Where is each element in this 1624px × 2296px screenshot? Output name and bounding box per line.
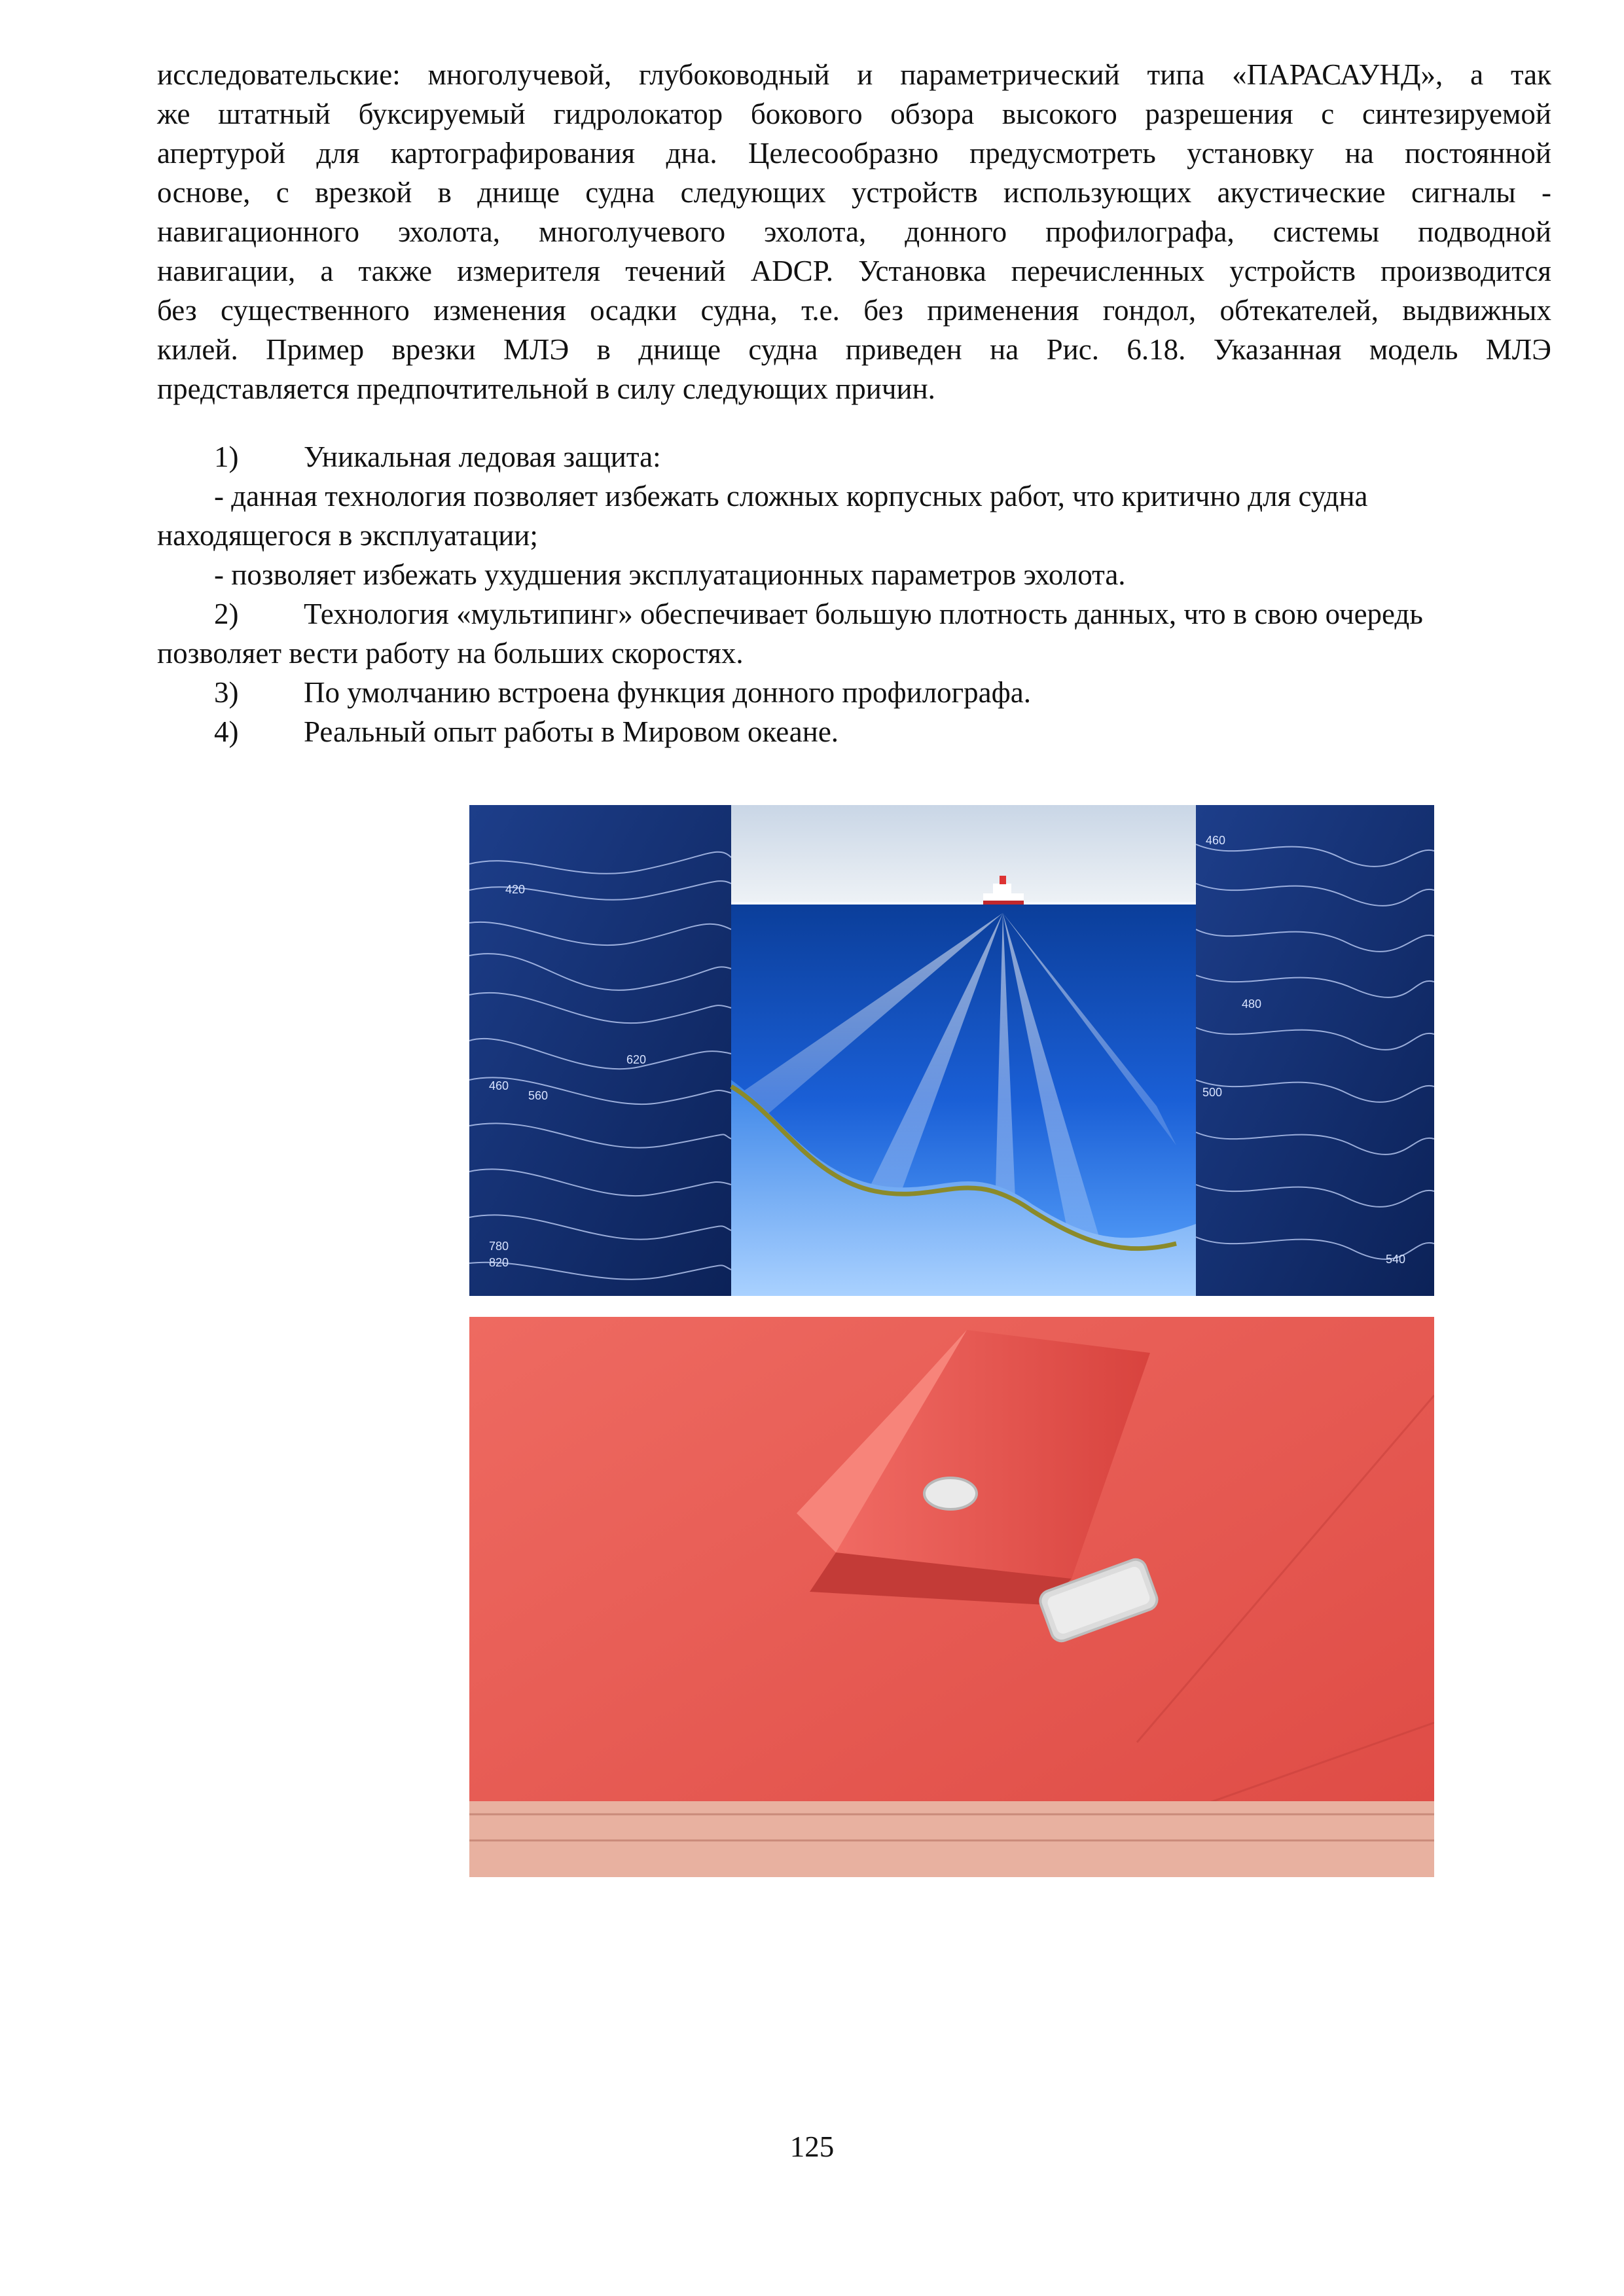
- hull-transducer-illustration: [469, 1317, 1434, 1877]
- intro-line: навигационного эхолота, многолучевого эхолота, донного профилографа, системы подводной: [157, 215, 1551, 248]
- list-subitem: - данная технология позволяет избежать сложных корпусных работ, что критично для судна: [214, 480, 1368, 512]
- contour-label: 620: [626, 1053, 647, 1066]
- intro-line: же штатный буксируемый гидролокатор бокового обзора высокого разрешения с синтезируемой: [157, 98, 1551, 130]
- intro-paragraph: [157, 55, 1551, 408]
- transducer-window-round: [924, 1478, 977, 1509]
- contour-label: 820: [489, 1256, 509, 1269]
- contour-label: 780: [489, 1240, 509, 1253]
- hull-transducer-photo: [469, 1317, 1434, 1877]
- intro-line: апертурой для картографирования дна. Целесообразно предусмотреть установку на постоянной: [157, 137, 1551, 170]
- list-item: [157, 437, 1551, 476]
- list-subitem: - позволяет избежать ухудшения эксплуатационных параметров эхолота.: [214, 558, 1126, 591]
- multibeam-sonar-illustration: [469, 805, 1434, 1296]
- list-subitem-continuation: находящегося в эксплуатации;: [157, 519, 538, 552]
- multibeam-sonar-figure: [469, 805, 1434, 1296]
- contour-label: 420: [505, 883, 526, 896]
- contour-label: 460: [489, 1079, 509, 1092]
- contour-label: 460: [1206, 834, 1226, 847]
- list-item-text: Технология «мультипинг» обеспечивает большую плотность данных, что в свою очередь: [304, 598, 1423, 630]
- intro-line: исследовательские: многолучевой, глубоководный и параметрический типа «ПАРАСАУНД», а так: [157, 58, 1551, 91]
- intro-line: килей. Пример врезки МЛЭ в днище судна приведен на Рис. 6.18. Указанная модель МЛЭ: [157, 333, 1551, 366]
- list-item-continuation: позволяет вести работу на больших скоростях.: [157, 637, 744, 670]
- list-item-text: Уникальная ледовая защита:: [304, 440, 661, 473]
- list-item: [157, 594, 1551, 634]
- list-item-number: 3): [214, 676, 239, 709]
- sky: [731, 805, 1196, 903]
- list-item: [157, 712, 1551, 751]
- list-item-text: Реальный опыт работы в Мировом океане.: [304, 715, 839, 748]
- intro-line: навигации, а также измерителя течений ADCP. Установка перечисленных устройств производится: [157, 255, 1551, 287]
- contour-label: 480: [1242, 997, 1262, 1011]
- list-item-number: 1): [214, 440, 239, 473]
- page-number: 125: [789, 2130, 835, 2163]
- hull-keel-strip: [469, 1801, 1434, 1877]
- left-bathymetry-panel: [469, 805, 731, 1296]
- list-item: [157, 673, 1551, 712]
- intro-line: основе, с врезкой в днище судна следующих устройств использующих акустические сигналы -: [157, 176, 1551, 209]
- list-item-number: 4): [214, 715, 239, 748]
- list-item-number: 2): [214, 598, 239, 630]
- intro-line: без существенного изменения осадки судна, т.е. без применения гондол, обтекателей, выдвижных: [157, 294, 1551, 327]
- contour-label: 560: [528, 1089, 549, 1102]
- intro-line: представляется предпочтительной в силу следующих причин.: [157, 372, 935, 405]
- right-bathymetry-panel: [1196, 805, 1434, 1296]
- contour-label: 500: [1202, 1086, 1223, 1099]
- reasons-list: [157, 437, 1551, 751]
- contour-label: 540: [1386, 1253, 1406, 1266]
- list-item-text: По умолчанию встроена функция донного профилографа.: [304, 676, 1031, 709]
